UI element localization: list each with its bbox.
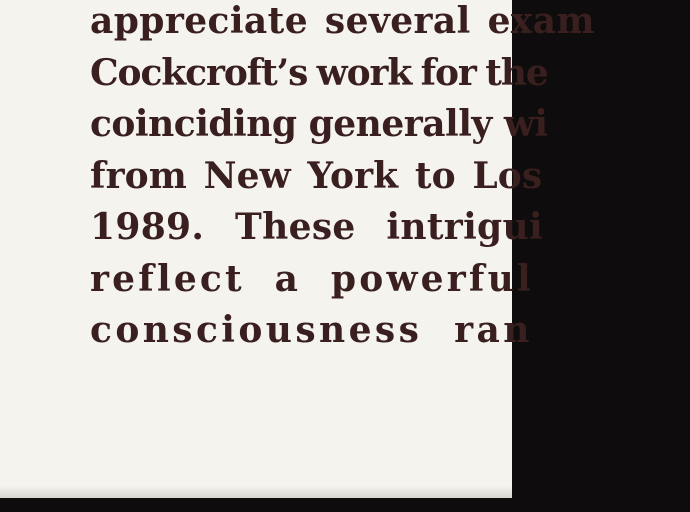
body-text (90, 0, 690, 357)
text-line: appreciate several exam (90, 0, 596, 42)
text-line: 1989. These intrigui (90, 206, 543, 248)
text-line: consciousness ran (90, 309, 533, 351)
text-line: reflect a powerful (90, 257, 534, 300)
text-line: Cockcroft’s work for the (90, 51, 548, 94)
text-line: coinciding generally wi (90, 103, 548, 145)
text-line: from New York to Los (90, 154, 543, 197)
page-bottom-edge (0, 486, 512, 498)
